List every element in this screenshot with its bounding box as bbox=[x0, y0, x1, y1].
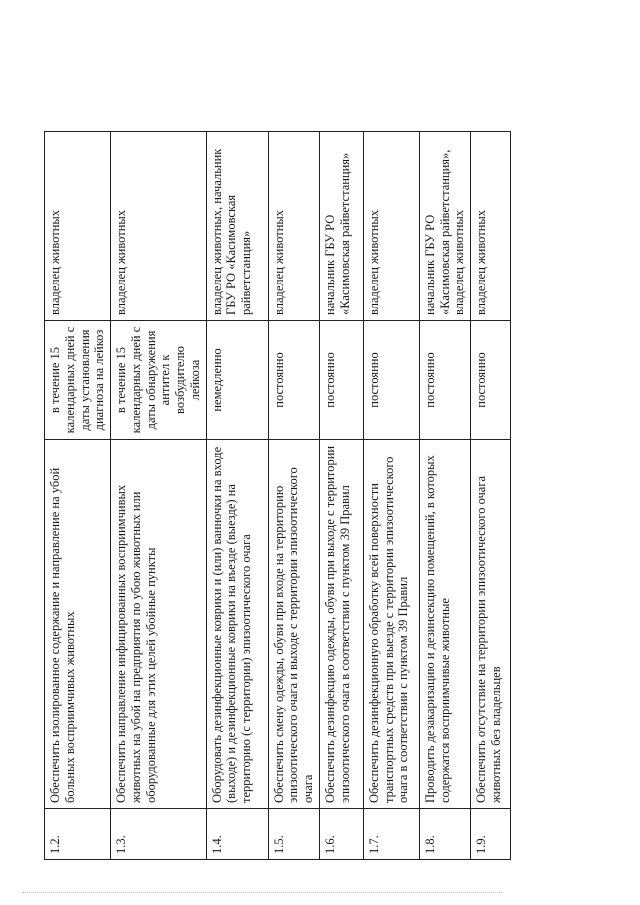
cell-resp: начальник ГБУ РО «Касимовская райветстанция», владелец животных bbox=[419, 132, 470, 321]
cell-num: 1.9. bbox=[471, 809, 511, 860]
cell-term: постоянно bbox=[268, 321, 319, 440]
table-row bbox=[206, 41, 268, 860]
cell-action: Обеспечить отсутствие на территории эпизоотического очага животных без владельцев bbox=[471, 440, 511, 809]
measures-table bbox=[44, 40, 511, 860]
cell-resp: владелец животных bbox=[363, 132, 419, 321]
table-row bbox=[471, 41, 511, 860]
blank-margin bbox=[45, 41, 111, 132]
blank-margin bbox=[268, 41, 319, 132]
cell-term: в течение 15 календарных дней с даты установления диагноза на лейкоз bbox=[45, 321, 111, 440]
blank-margin bbox=[319, 41, 363, 132]
cell-num: 1.6. bbox=[319, 809, 363, 860]
page-edge-line bbox=[22, 892, 502, 893]
cell-resp: владелец животных, начальник ГБУ РО «Касимовская райветстанция» bbox=[206, 132, 268, 321]
cell-num: 1.4. bbox=[206, 809, 268, 860]
cell-action: Обеспечить дезинфекционную обработку всей поверхности транспортных средств при выезде с территории эпизоотического очага в соответствии с пунктом 39 Правил bbox=[363, 440, 419, 809]
cell-action: Обеспечить дезинфекцию одежды, обуви при выходе с территории эпизоотического очага в соответствии с пунктом 39 Правил bbox=[319, 440, 363, 809]
cell-resp: владелец животных bbox=[111, 132, 207, 321]
cell-resp: начальник ГБУ РО «Касимовская райветстанция» bbox=[319, 132, 363, 321]
table-row bbox=[45, 41, 111, 860]
cell-num: 1.7. bbox=[363, 809, 419, 860]
blank-margin bbox=[419, 41, 470, 132]
cell-term: постоянно bbox=[471, 321, 511, 440]
cell-action: Обеспечить смену одежды, обуви при входе на территорию эпизоотического очага и выходе с территории эпизоотического очага bbox=[268, 440, 319, 809]
cell-num: 1.3. bbox=[111, 809, 207, 860]
table-row bbox=[419, 41, 470, 860]
table-row bbox=[268, 41, 319, 860]
cell-resp: владелец животных bbox=[45, 132, 111, 321]
cell-num: 1.5. bbox=[268, 809, 319, 860]
blank-margin bbox=[206, 41, 268, 132]
cell-num: 1.8. bbox=[419, 809, 470, 860]
table-row bbox=[319, 41, 363, 860]
cell-action: Обеспечить направление инфицированных восприимчивых животных на убой на предприятия по убою животных или оборудованные для этих целей убойные пункты bbox=[111, 440, 207, 809]
rotated-table-container bbox=[44, 40, 634, 860]
cell-num: 1.2. bbox=[45, 809, 111, 860]
cell-resp: владелец животных bbox=[471, 132, 511, 321]
cell-resp: владелец животных bbox=[268, 132, 319, 321]
blank-margin bbox=[111, 41, 207, 132]
cell-term: в течение 15 календарных дней с даты обнаружения антител к возбудителю лейкоза bbox=[111, 321, 207, 440]
cell-action: Проводить дезакаризацию и дезинсекцию помещений, в которых содержатся восприимчивые животные bbox=[419, 440, 470, 809]
blank-margin bbox=[471, 41, 511, 132]
cell-term: постоянно bbox=[363, 321, 419, 440]
cell-action: Оборудовать дезинфекционные коврики и (или) ванночки на входе (выходе) и дезинфекционные коврики на въезде (выезде) на территорию (с территории) эпизоотического очага bbox=[206, 440, 268, 809]
cell-term: немедленно bbox=[206, 321, 268, 440]
table-row bbox=[111, 41, 207, 860]
blank-margin bbox=[363, 41, 419, 132]
table-row bbox=[363, 41, 419, 860]
cell-term: постоянно bbox=[419, 321, 470, 440]
cell-term: постоянно bbox=[319, 321, 363, 440]
cell-action: Обеспечить изолированное содержание и направление на убой больных восприимчивых животных bbox=[45, 440, 111, 809]
